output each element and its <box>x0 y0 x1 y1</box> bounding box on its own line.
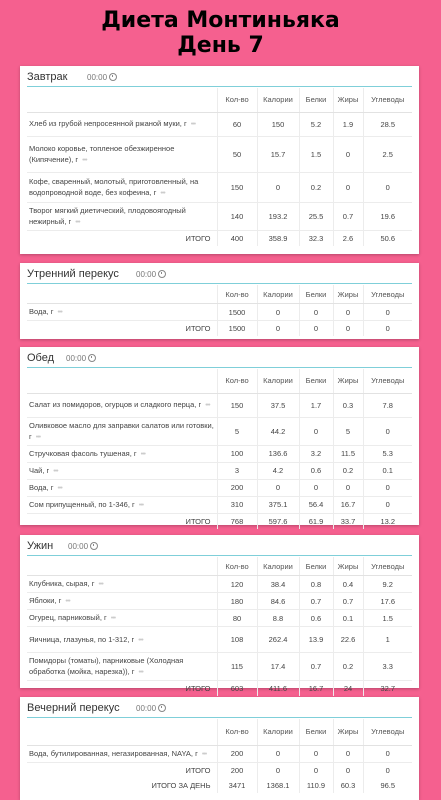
meal-table <box>27 88 412 246</box>
column-header: Углеводы <box>363 369 412 393</box>
cell-protein: 0 <box>299 479 333 496</box>
food-name-cell <box>27 496 217 513</box>
total-protein: 16.7 <box>299 681 333 697</box>
page-subtitle: День 7 <box>177 33 264 58</box>
cell-carbs: 0 <box>363 172 412 202</box>
column-header-name <box>27 88 217 112</box>
cell-fat: 0.4 <box>333 576 363 593</box>
meal-section <box>20 535 419 693</box>
cell-kcal: 84.6 <box>257 593 299 610</box>
total-carbs: 32.7 <box>363 681 412 697</box>
column-header: Кол-во <box>217 369 257 393</box>
table-row[interactable] <box>27 112 412 136</box>
cell-carbs: 0 <box>363 417 412 445</box>
total-fat: 33.7 <box>333 513 363 529</box>
clock-icon <box>90 542 98 550</box>
meal-table <box>27 719 412 793</box>
meal-time-value: 00:00 <box>66 354 87 363</box>
cell-kcal: 262.4 <box>257 627 299 653</box>
cell-carbs: 9.2 <box>363 576 412 593</box>
total-carbs: 13.2 <box>363 513 412 529</box>
cell-kcal: 0 <box>257 745 299 762</box>
column-header: Калории <box>257 557 299 576</box>
food-name: Оливковое масло для заправки салатов или готовки, г <box>29 420 214 441</box>
column-header: Белки <box>299 285 333 304</box>
more-options-icon[interactable]: ••• <box>201 750 207 758</box>
cell-qty: 100 <box>217 445 257 462</box>
cell-kcal: 150 <box>257 112 299 136</box>
total-fat: 60.3 <box>333 778 363 793</box>
table-row[interactable] <box>27 745 412 762</box>
food-name-cell <box>27 653 217 681</box>
meal-time[interactable] <box>87 73 117 82</box>
total-carbs: 50.6 <box>363 230 412 246</box>
table-row[interactable] <box>27 136 412 172</box>
food-name-cell <box>27 393 217 417</box>
meal-time-value: 00:00 <box>68 542 89 551</box>
cell-carbs: 7.8 <box>363 393 412 417</box>
cell-carbs: 5.3 <box>363 445 412 462</box>
food-name-cell <box>27 445 217 462</box>
column-header: Белки <box>299 557 333 576</box>
cell-fat: 16.7 <box>333 496 363 513</box>
meal-time-value: 00:00 <box>87 73 108 82</box>
cell-protein: 0.7 <box>299 593 333 610</box>
column-header: Калории <box>257 88 299 112</box>
page-title: Диета Монтиньяка <box>101 8 340 33</box>
cell-fat: 11.5 <box>333 445 363 462</box>
cell-protein: 0.6 <box>299 610 333 627</box>
more-options-icon[interactable]: ••• <box>57 309 62 316</box>
food-name: Чай, г <box>29 465 50 475</box>
cell-protein: 0 <box>299 417 333 445</box>
total-protein: 0 <box>299 321 333 337</box>
total-carbs: 0 <box>363 762 412 778</box>
food-name-cell <box>27 417 217 445</box>
meal-title: Завтрак <box>27 71 68 83</box>
table-row[interactable] <box>27 417 412 445</box>
column-header: Жиры <box>333 719 363 745</box>
cell-protein: 3.2 <box>299 445 333 462</box>
total-row <box>27 230 412 246</box>
cell-qty: 120 <box>217 576 257 593</box>
total-row <box>27 681 412 697</box>
cell-fat: 0 <box>333 172 363 202</box>
more-options-icon[interactable]: ••• <box>75 218 80 226</box>
cell-kcal: 4.2 <box>257 462 299 479</box>
cell-protein: 1.7 <box>299 393 333 417</box>
total-fat: 0 <box>333 321 363 337</box>
more-options-icon[interactable]: ••• <box>57 484 62 492</box>
cell-protein: 56.4 <box>299 496 333 513</box>
meal-title: Обед <box>27 352 55 364</box>
column-header-name <box>27 285 217 304</box>
cell-fat: 5 <box>333 417 363 445</box>
cell-kcal: 37.5 <box>257 393 299 417</box>
cell-fat: 1.9 <box>333 112 363 136</box>
column-header: Жиры <box>333 88 363 112</box>
cell-qty: 108 <box>217 627 257 653</box>
more-options-icon[interactable]: ••• <box>205 402 210 409</box>
column-header: Кол-во <box>217 719 257 745</box>
cell-protein: 25.5 <box>299 202 333 230</box>
cell-carbs: 0.1 <box>363 462 412 479</box>
more-options-icon[interactable]: ••• <box>138 501 144 509</box>
column-header: Калории <box>257 719 299 745</box>
cell-fat: 0 <box>333 745 363 762</box>
food-name-cell <box>27 136 217 172</box>
column-header: Жиры <box>333 557 363 576</box>
food-name: Кофе, сваренный, молотый, приготовленный, на водопроводной воде, без кофеина, г <box>29 176 199 197</box>
meal-header <box>20 697 419 719</box>
food-name: Сом припущенный, по 1-346, г <box>29 499 135 509</box>
cell-carbs: 0 <box>363 304 412 321</box>
cell-qty: 1500 <box>217 304 257 321</box>
table-row[interactable] <box>27 462 412 479</box>
food-name: Клубника, сырая, г <box>29 579 95 588</box>
cell-kcal: 0 <box>257 304 299 321</box>
column-header-name <box>27 369 217 393</box>
more-options-icon[interactable]: ••• <box>138 669 143 676</box>
table-header-row <box>27 557 412 576</box>
more-options-icon[interactable]: ••• <box>35 433 41 441</box>
cell-qty: 150 <box>217 172 257 202</box>
food-name: Молоко коровье, топленое обезжиренное (Кипячение), г <box>29 143 175 164</box>
total-label: ИТОГО <box>185 684 211 693</box>
total-label: ИТОГО <box>185 324 211 333</box>
cell-protein: 5.2 <box>299 112 333 136</box>
meal-title: Вечерний перекус <box>27 702 120 714</box>
cell-protein: 1.5 <box>299 136 333 172</box>
column-header: Жиры <box>333 285 363 304</box>
total-protein: 110.9 <box>299 778 333 793</box>
food-name-cell <box>27 202 217 230</box>
total-qty: 768 <box>217 513 257 529</box>
total-row <box>27 762 412 778</box>
meal-title: Утренний перекус <box>27 268 119 280</box>
column-header: Кол-во <box>217 557 257 576</box>
cell-fat: 0.2 <box>333 653 363 681</box>
cell-fat: 0.3 <box>333 393 363 417</box>
cell-fat: 0.7 <box>333 593 363 610</box>
cell-qty: 80 <box>217 610 257 627</box>
total-qty: 1500 <box>217 321 257 337</box>
cell-carbs: 2.5 <box>363 136 412 172</box>
meal-divider <box>27 367 412 368</box>
total-kcal: 411.6 <box>257 681 299 697</box>
meal-time[interactable] <box>136 704 166 713</box>
total-protein: 0 <box>299 762 333 778</box>
meal-time[interactable] <box>136 270 166 279</box>
cell-kcal: 375.1 <box>257 496 299 513</box>
table-header-row <box>27 88 412 112</box>
food-name: Огурец, парниковый, г <box>29 613 107 622</box>
cell-qty: 115 <box>217 653 257 681</box>
food-name: Хлеб из грубой непросеянной ржаной муки, г <box>29 119 187 128</box>
meal-table <box>27 369 412 529</box>
total-carbs: 96.5 <box>363 778 412 793</box>
meal-divider <box>27 283 412 284</box>
cell-protein: 13.9 <box>299 627 333 653</box>
cell-fat: 0.1 <box>333 610 363 627</box>
table-row[interactable] <box>27 576 412 593</box>
total-row <box>27 513 412 529</box>
food-name: Помидоры (томаты), парниковые (Холодная обработка (мойка, нарезка)), г <box>29 656 184 676</box>
cell-kcal: 193.2 <box>257 202 299 230</box>
page-header <box>0 0 441 64</box>
total-fat: 24 <box>333 681 363 697</box>
total-qty: 3471 <box>217 778 257 793</box>
meal-table <box>27 557 412 696</box>
total-kcal: 0 <box>257 321 299 337</box>
more-options-icon[interactable]: ••• <box>82 156 87 164</box>
more-options-icon[interactable]: ••• <box>98 581 103 588</box>
total-qty: 400 <box>217 230 257 246</box>
cell-qty: 60 <box>217 112 257 136</box>
food-name-cell <box>27 627 217 653</box>
cell-protein: 0.8 <box>299 576 333 593</box>
table-row[interactable] <box>27 627 412 653</box>
food-name-cell <box>27 304 217 321</box>
clock-icon <box>109 73 117 81</box>
cell-protein: 0.2 <box>299 172 333 202</box>
total-row <box>27 321 412 337</box>
cell-qty: 3 <box>217 462 257 479</box>
cell-qty: 200 <box>217 479 257 496</box>
more-options-icon[interactable]: ••• <box>138 636 143 644</box>
table-row[interactable] <box>27 202 412 230</box>
column-header: Углеводы <box>363 719 412 745</box>
cell-fat: 22.6 <box>333 627 363 653</box>
table-row[interactable] <box>27 496 412 513</box>
food-name-cell <box>27 462 217 479</box>
more-options-icon[interactable]: ••• <box>110 615 116 622</box>
meal-header <box>20 347 419 369</box>
more-options-icon[interactable]: ••• <box>190 121 196 128</box>
more-options-icon[interactable]: ••• <box>160 189 165 197</box>
more-options-icon[interactable]: ••• <box>53 467 58 475</box>
food-name-cell <box>27 576 217 593</box>
total-protein: 32.3 <box>299 230 333 246</box>
column-header: Белки <box>299 369 333 393</box>
table-row[interactable] <box>27 393 412 417</box>
cell-fat: 0.2 <box>333 462 363 479</box>
food-name: Салат из помидоров, огурцов и сладкого перца, г <box>29 400 202 409</box>
meal-title: Ужин <box>27 540 54 552</box>
cell-protein: 0 <box>299 745 333 762</box>
cell-qty: 140 <box>217 202 257 230</box>
food-name: Яблоки, г <box>29 596 62 605</box>
table-header-row <box>27 719 412 745</box>
meal-section <box>20 263 419 339</box>
cell-carbs: 19.6 <box>363 202 412 230</box>
meal-section <box>20 66 419 254</box>
meal-section <box>20 347 419 525</box>
meal-divider <box>27 555 412 556</box>
food-name: Творог мягкий диетический, плодовоягодный нежирный, г <box>29 205 186 226</box>
cell-kcal: 136.6 <box>257 445 299 462</box>
food-name: Стручковая фасоль тушеная, г <box>29 448 137 458</box>
clock-icon <box>158 270 166 278</box>
cell-carbs: 28.5 <box>363 112 412 136</box>
clock-icon <box>88 354 96 362</box>
cell-qty: 180 <box>217 593 257 610</box>
column-header: Углеводы <box>363 88 412 112</box>
meal-table <box>27 285 412 336</box>
cell-kcal: 44.2 <box>257 417 299 445</box>
food-name: Вода, бутилированная, негазированная, NAYA, г <box>29 748 198 758</box>
meal-time[interactable] <box>66 354 96 363</box>
total-label: ИТОГО <box>185 233 211 243</box>
total-kcal: 597.6 <box>257 513 299 529</box>
food-name-cell <box>27 593 217 610</box>
cell-qty: 5 <box>217 417 257 445</box>
table-row[interactable] <box>27 479 412 496</box>
food-name: Яичница, глазунья, по 1-312, г <box>29 634 135 644</box>
cell-carbs: 0 <box>363 745 412 762</box>
total-qty: 603 <box>217 681 257 697</box>
cell-carbs: 3.3 <box>363 653 412 681</box>
table-header-row <box>27 369 412 393</box>
table-row[interactable] <box>27 304 412 321</box>
cell-qty: 150 <box>217 393 257 417</box>
cell-qty: 200 <box>217 745 257 762</box>
column-header: Белки <box>299 719 333 745</box>
column-header: Углеводы <box>363 285 412 304</box>
table-row[interactable] <box>27 172 412 202</box>
column-header: Кол-во <box>217 88 257 112</box>
column-header-name <box>27 557 217 576</box>
cell-qty: 310 <box>217 496 257 513</box>
cell-protein: 0.6 <box>299 462 333 479</box>
column-header: Белки <box>299 88 333 112</box>
food-name-cell <box>27 610 217 627</box>
day-total-row <box>27 778 412 793</box>
cell-carbs: 1 <box>363 627 412 653</box>
cell-fat: 0.7 <box>333 202 363 230</box>
cell-kcal: 8.8 <box>257 610 299 627</box>
cell-fat: 0 <box>333 304 363 321</box>
total-kcal: 0 <box>257 762 299 778</box>
cell-protein: 0 <box>299 304 333 321</box>
cell-kcal: 0 <box>257 479 299 496</box>
meal-divider <box>27 86 412 87</box>
food-name: Вода, г <box>29 307 54 316</box>
clock-icon <box>158 704 166 712</box>
meal-header <box>20 263 419 285</box>
total-fat: 2.6 <box>333 230 363 246</box>
total-label: ИТОГО <box>185 765 211 775</box>
table-row[interactable] <box>27 593 412 610</box>
column-header-name <box>27 719 217 745</box>
cell-protein: 0.7 <box>299 653 333 681</box>
table-row[interactable] <box>27 653 412 681</box>
total-kcal: 1368.1 <box>257 778 299 793</box>
meal-header <box>20 66 419 88</box>
cell-kcal: 0 <box>257 172 299 202</box>
food-name-cell <box>27 172 217 202</box>
column-header: Жиры <box>333 369 363 393</box>
cell-carbs: 17.6 <box>363 593 412 610</box>
cell-carbs: 0 <box>363 496 412 513</box>
food-name-cell <box>27 112 217 136</box>
meal-divider <box>27 717 412 718</box>
total-qty: 200 <box>217 762 257 778</box>
total-label: ИТОГО <box>185 516 211 526</box>
cell-kcal: 17.4 <box>257 653 299 681</box>
column-header: Калории <box>257 369 299 393</box>
total-label: ИТОГО ЗА ДЕНЬ <box>151 781 211 790</box>
food-name: Вода, г <box>29 482 54 492</box>
meal-time-value: 00:00 <box>136 270 157 279</box>
column-header: Калории <box>257 285 299 304</box>
food-name-cell <box>27 479 217 496</box>
cell-fat: 0 <box>333 136 363 172</box>
total-kcal: 358.9 <box>257 230 299 246</box>
meal-time[interactable] <box>68 542 98 551</box>
cell-carbs: 1.5 <box>363 610 412 627</box>
table-row[interactable] <box>27 445 412 462</box>
cell-kcal: 15.7 <box>257 136 299 172</box>
more-options-icon[interactable]: ••• <box>140 450 145 458</box>
more-options-icon[interactable]: ••• <box>65 598 70 605</box>
table-row[interactable] <box>27 610 412 627</box>
column-header: Кол-во <box>217 285 257 304</box>
meal-time-value: 00:00 <box>136 704 157 713</box>
column-header: Углеводы <box>363 557 412 576</box>
meal-header <box>20 535 419 557</box>
table-header-row <box>27 285 412 304</box>
cell-qty: 50 <box>217 136 257 172</box>
total-protein: 61.9 <box>299 513 333 529</box>
food-name-cell <box>27 745 217 762</box>
total-fat: 0 <box>333 762 363 778</box>
total-carbs: 0 <box>363 321 412 337</box>
cell-kcal: 38.4 <box>257 576 299 593</box>
cell-carbs: 0 <box>363 479 412 496</box>
meal-section <box>20 697 419 800</box>
cell-fat: 0 <box>333 479 363 496</box>
